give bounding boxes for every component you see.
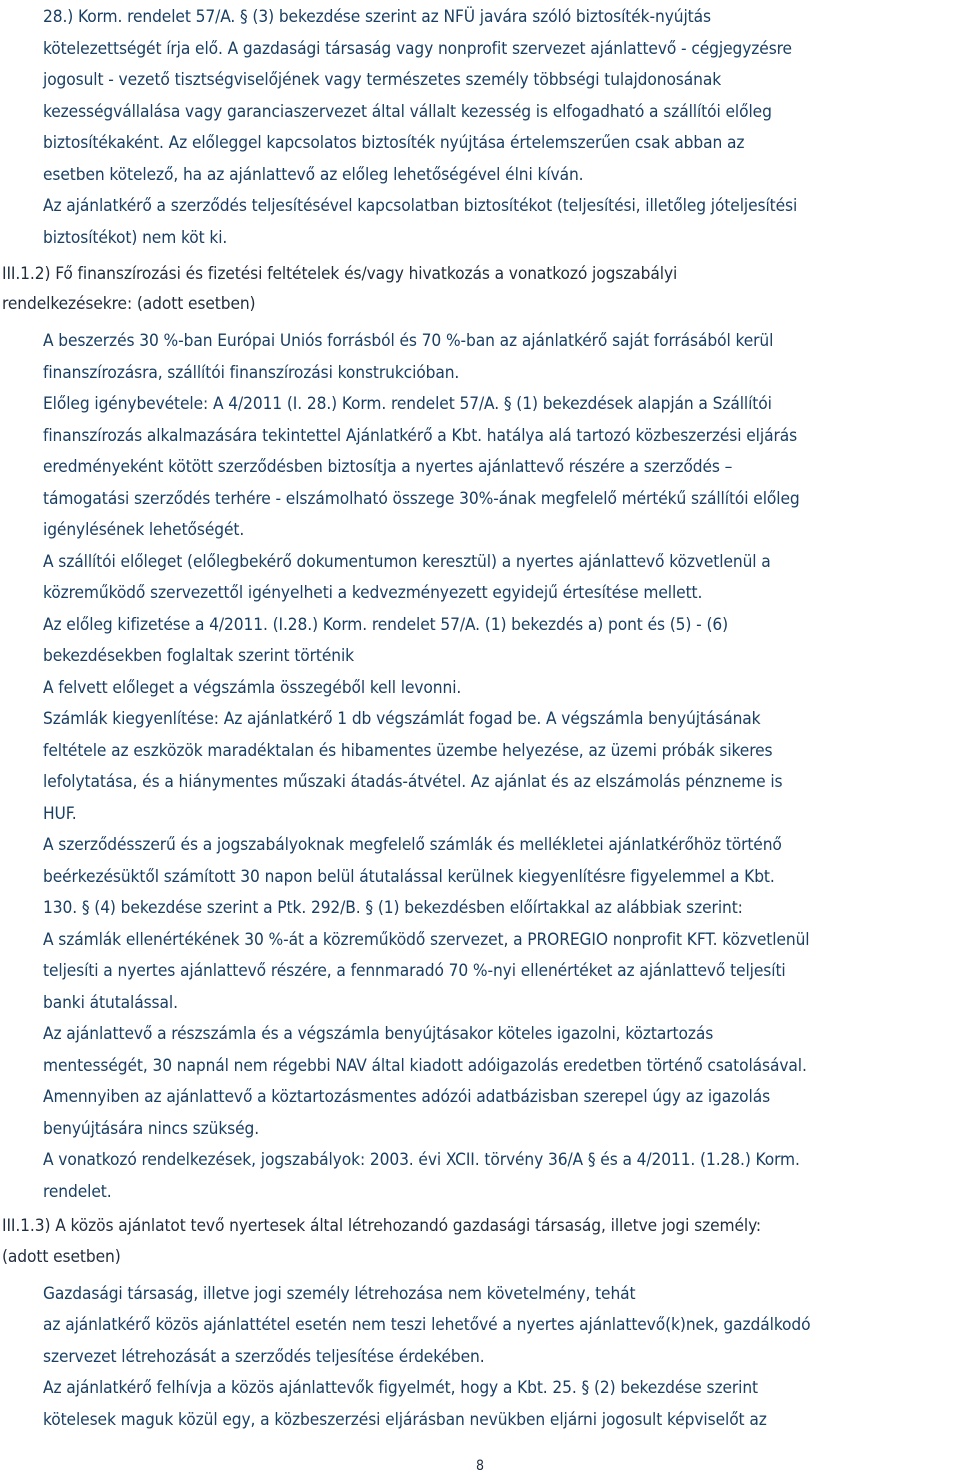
body-line: 130. § (4) bekezdése szerint a Ptk. 292/B. § (1) bekezdésben előírtakkal az alábbiak szerint:	[43, 898, 743, 918]
body-line: igénylésének lehetőségét.	[43, 520, 245, 540]
body-line: teljesíti a nyertes ajánlattevő részére, a fennmaradó 70 %-nyi ellenértéket az ajánlattevő teljesíti	[43, 961, 786, 981]
body-line: kötelesek maguk közül egy, a közbeszerzési eljárásban nevükben eljárni jogosult képviselőt az	[43, 1410, 767, 1430]
section-heading-line: rendelkezésekre: (adott esetben)	[2, 294, 256, 314]
body-line: rendelet.	[43, 1182, 112, 1202]
body-line: Az előleg kifizetése a 4/2011. (I.28.) Korm. rendelet 57/A. (1) bekezdés a) pont és (5) - (6)	[43, 615, 729, 635]
body-line: finanszírozásra, szállítói finanszírozási konstrukcióban.	[43, 363, 460, 383]
intro-line: kötelezettségét írja elő. A gazdasági társaság vagy nonprofit szervezet ajánlattevő - cégjegyzésre	[43, 39, 792, 59]
body-line: A beszerzés 30 %-ban Európai Uniós forrásból és 70 %-ban az ajánlatkérő saját forrásából kerül	[43, 331, 774, 351]
body-line: mentességét, 30 napnál nem régebbi NAV által kiadott adóigazolás eredetben történő csatolásával.	[43, 1056, 807, 1076]
section-heading-line: III.1.2) Fő finanszírozási és fizetési feltételek és/vagy hivatkozás a vonatkozó jogszabályi	[2, 264, 678, 284]
intro-line: biztosítékaként. Az előleggel kapcsolatos biztosíték nyújtása értelemszerűen csak abban az	[43, 133, 745, 153]
body-line: feltétele az eszközök maradéktalan és hibamentes üzembe helyezése, az üzemi próbák sikeres	[43, 741, 773, 761]
body-line: A számlák ellenértékének 30 %-át a közreműködő szervezet, a PROREGIO nonprofit KFT. közvetlenül	[43, 930, 810, 950]
body-line: az ajánlatkérő közös ajánlattétel esetén nem teszi lehetővé a nyertes ajánlattevő(k)nek, gazdálkodó	[43, 1315, 811, 1335]
body-line: A szállítói előleget (előlegbekérő dokumentumon keresztül) a nyertes ajánlattevő közvetlenül a	[43, 552, 771, 572]
intro-line: Az ajánlatkérő a szerződés teljesítésével kapcsolatban biztosítékot (teljesítési, illetőleg jóteljesítési	[43, 196, 798, 216]
body-line: Előleg igénybevétele: A 4/2011 (I. 28.) Korm. rendelet 57/A. § (1) bekezdések alapján a Szállítói	[43, 394, 772, 414]
body-line: Gazdasági társaság, illetve jogi személy létrehozása nem követelmény, tehát	[43, 1284, 636, 1304]
body-line: Az ajánlattevő a részszámla és a végszámla benyújtásakor köteles igazolni, köztartozás	[43, 1024, 714, 1044]
body-line: lefolytatása, és a hiánymentes műszaki átadás-átvétel. Az ajánlat és az elszámolás pénzneme is	[43, 772, 783, 792]
body-line: Amennyiben az ajánlattevő a köztartozásmentes adózói adatbázisban szerepel úgy az igazolás	[43, 1087, 771, 1107]
body-line: támogatási szerződés terhére - elszámolható összege 30%-ának megfelelő mértékű szállítói előleg	[43, 489, 800, 509]
body-line: benyújtására nincs szükség.	[43, 1119, 260, 1139]
intro-line: kezességvállalása vagy garanciaszervezet által vállalt kezesség is elfogadható a szállítói előleg	[43, 102, 772, 122]
body-line: bekezdésekben foglaltak szerint történik	[43, 646, 355, 666]
intro-line: biztosítékot) nem köt ki.	[43, 228, 228, 248]
body-line: közreműködő szervezettől igényelheti a kedvezményezett egyidejű értesítése mellett.	[43, 583, 703, 603]
section-heading-line: (adott esetben)	[2, 1247, 121, 1267]
body-line: Az ajánlatkérő felhívja a közös ajánlattevők figyelmét, hogy a Kbt. 25. § (2) bekezdése szerint	[43, 1378, 758, 1398]
intro-line: esetben kötelező, ha az ajánlattevő az előleg lehetőségével élni kíván.	[43, 165, 584, 185]
body-line: finanszírozás alkalmazására tekintettel Ajánlatkérő a Kbt. hatálya alá tartozó közbeszerzési eljárás	[43, 426, 798, 446]
body-line: A felvett előleget a végszámla összegéből kell levonni.	[43, 678, 462, 698]
body-line: szervezet létrehozását a szerződés teljesítése érdekében.	[43, 1347, 485, 1367]
intro-line: 28.) Korm. rendelet 57/A. § (3) bekezdése szerint az NFÜ javára szóló biztosíték-nyújtás	[43, 7, 711, 27]
body-line: banki átutalással.	[43, 993, 178, 1013]
section-heading-line: III.1.3) A közös ajánlatot tevő nyertesek által létrehozandó gazdasági társaság, illetve jogi személy:	[2, 1216, 762, 1236]
body-line: Számlák kiegyenlítése: Az ajánlatkérő 1 db végszámlát fogad be. A végszámla benyújtásának	[43, 709, 761, 729]
body-line: HUF.	[43, 804, 77, 824]
body-line: eredményeként kötött szerződésben biztosítja a nyertes ajánlattevő részére a szerződés –	[43, 457, 733, 477]
page-number: 8	[475, 1458, 484, 1474]
body-line: A vonatkozó rendelkezések, jogszabályok: 2003. évi XCII. törvény 36/A § és a 4/2011. (1.28.) Korm.	[43, 1150, 800, 1170]
body-line: beérkezésüktől számított 30 napon belül átutalással kerülnek kiegyenlítésre figyelemmel a Kbt.	[43, 867, 775, 887]
body-line: A szerződésszerű és a jogszabályoknak megfelelő számlák és mellékletei ajánlatkérőhöz történő	[43, 835, 782, 855]
intro-line: jogosult - vezető tisztségviselőjének vagy természetes személy többségi tulajdonosának	[43, 70, 722, 90]
